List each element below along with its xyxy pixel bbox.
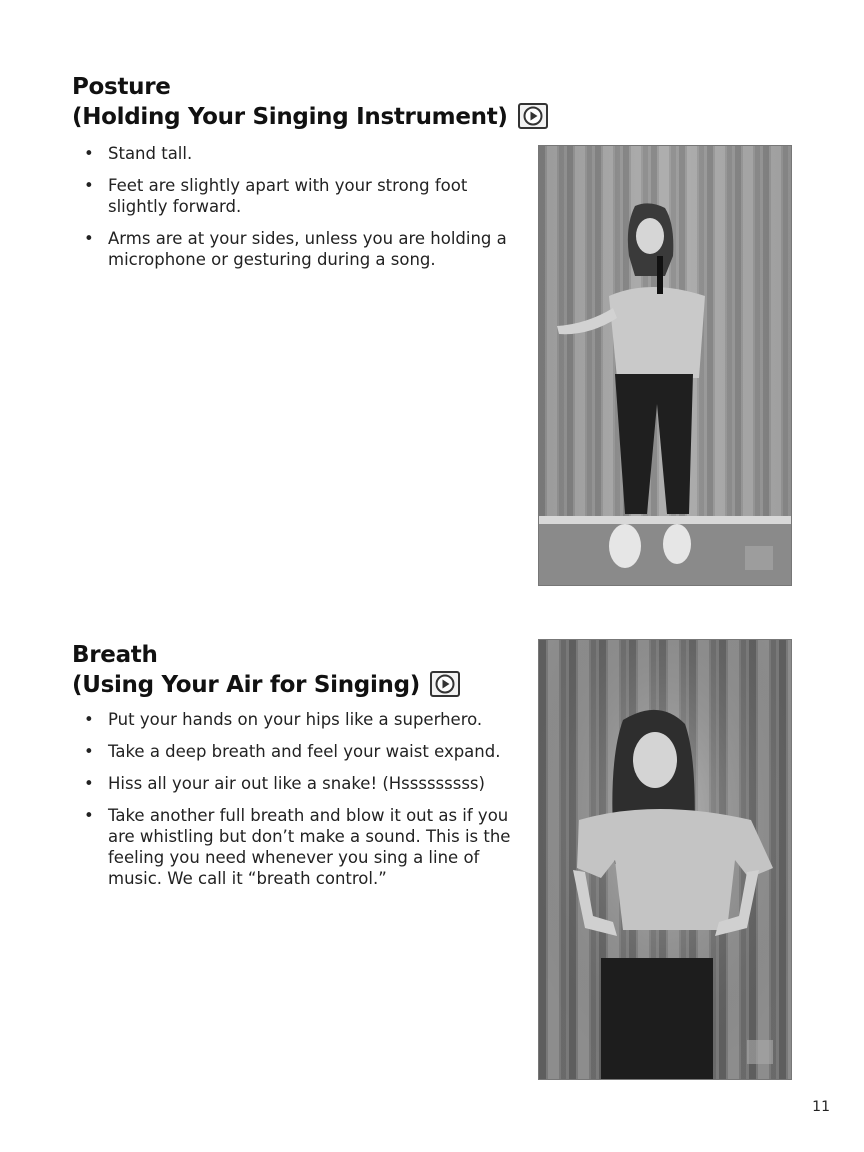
breath-play-video-button[interactable] — [430, 671, 460, 697]
publisher-logo-icon — [747, 1040, 773, 1064]
breath-heading — [72, 640, 460, 700]
posture-photo — [538, 145, 792, 586]
breath-bullet-list — [82, 709, 522, 900]
posture-play-video-button[interactable] — [518, 103, 548, 129]
list-item: • Take a deep breath and feel your waist expand. — [82, 741, 522, 762]
play-video-icon — [434, 674, 456, 694]
list-item: • Hiss all your air out like a snake! (Hsssssssss) — [82, 773, 522, 794]
list-item: • Take another full breath and blow it out as if you are whistling but don’t make a sound. This is the feeling you need whenever you sing a line of music. We call it “breath control.” — [82, 805, 522, 889]
girl-holding-microphone-photo — [539, 146, 792, 586]
list-item: • Arms are at your sides, unless you are holding a microphone or gesturing during a song. — [82, 228, 522, 270]
posture-title: Posture — [72, 74, 171, 100]
publisher-logo-icon — [745, 546, 773, 570]
girl-hands-on-hips-photo — [539, 640, 792, 1080]
list-item: • Put your hands on your hips like a superhero. — [82, 709, 522, 730]
list-item: • Stand tall. — [82, 143, 522, 164]
list-item: • Feet are slightly apart with your strong foot slightly forward. — [82, 175, 522, 217]
page-number: 11 — [812, 1099, 830, 1115]
posture-heading — [72, 72, 548, 132]
breath-title: Breath — [72, 642, 158, 668]
posture-subtitle: (Holding Your Singing Instrument) — [72, 104, 508, 130]
play-video-icon — [522, 106, 544, 126]
breath-photo — [538, 639, 792, 1080]
breath-subtitle: (Using Your Air for Singing) — [72, 672, 420, 698]
posture-bullet-list — [82, 143, 522, 281]
